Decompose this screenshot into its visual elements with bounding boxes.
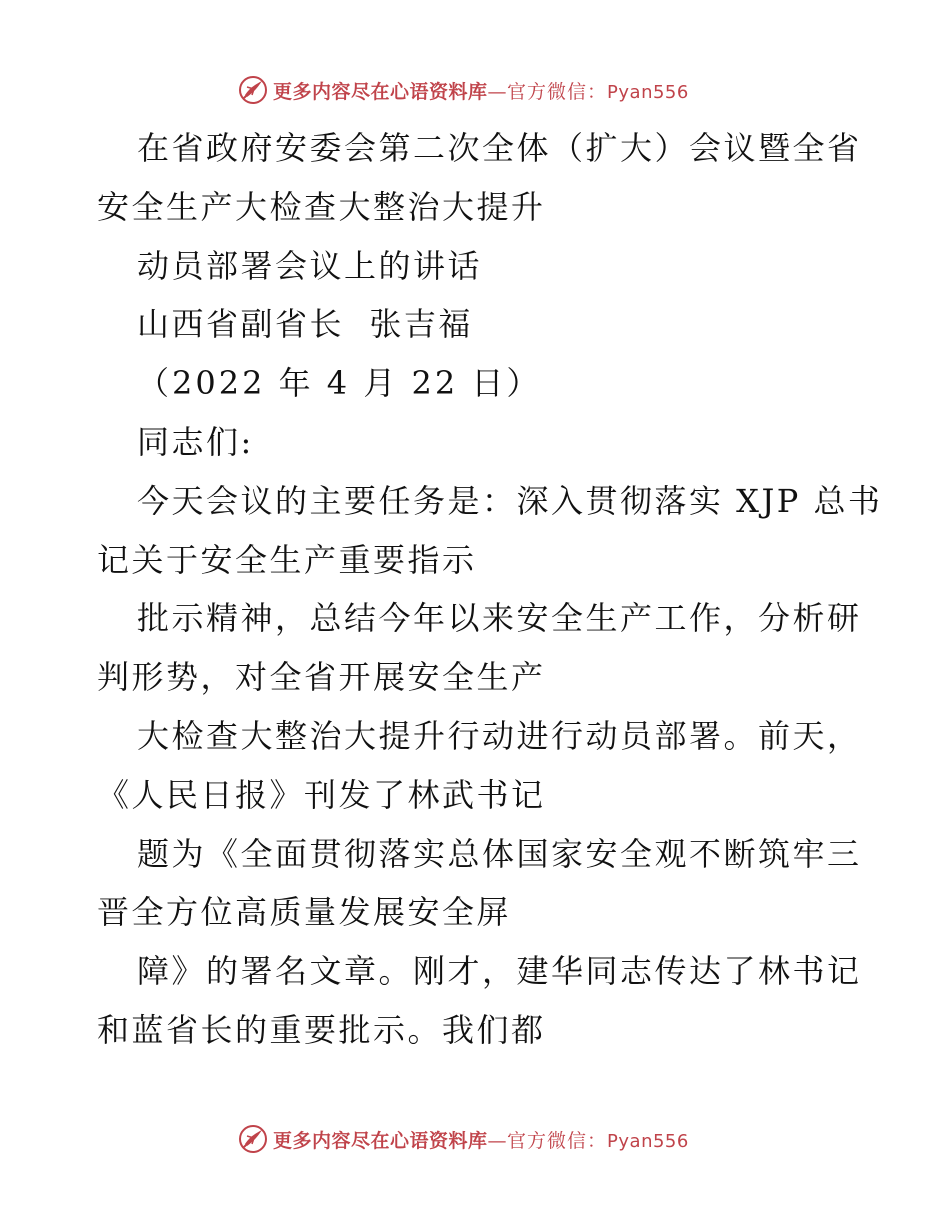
- watermark-wechat-label: 官方微信：: [507, 1129, 608, 1152]
- watermark-account: Pyan556: [607, 81, 689, 103]
- watermark-dash: —: [487, 1129, 508, 1152]
- document-body: [97, 119, 883, 1060]
- paragraph-line: 题为《全面贯彻落实总体国家安全观不断筑牢三: [137, 834, 862, 873]
- watermark-footer: [238, 1124, 689, 1154]
- paragraph-line: 障》的署名文章。刚才，建华同志传达了林书记: [137, 952, 862, 991]
- quill-book-icon: [238, 75, 268, 105]
- watermark-header: [238, 75, 689, 105]
- paragraph-line: 大检查大整治大提升行动进行动员部署。前天，: [137, 716, 862, 755]
- speech-title-line-2: 安全生产大检查大整治大提升: [97, 187, 546, 226]
- salutation: 同志们:: [137, 422, 254, 461]
- paragraph-line: 今天会议的主要任务是：深入贯彻落实 XJP 总书: [137, 481, 883, 520]
- paragraph-line: 晋全方位高质量发展安全屏: [97, 893, 512, 932]
- speech-title-line-3: 动员部署会议上的讲话: [137, 246, 483, 285]
- paragraph-line: 判形势，对全省开展安全生产: [97, 658, 546, 697]
- date-line: （2022 年 4 月 22 日）: [137, 364, 542, 403]
- watermark-brand: 更多内容尽在心语资料库: [273, 80, 488, 103]
- watermark-brand: 更多内容尽在心语资料库: [273, 1129, 488, 1152]
- paragraph-line: 批示精神，总结今年以来安全生产工作，分析研: [137, 599, 862, 638]
- quill-book-icon: [238, 1124, 268, 1154]
- speaker-line: 山西省副省长 张吉福: [137, 305, 473, 344]
- speech-title-line-1: 在省政府安委会第二次全体（扩大）会议暨全省: [137, 129, 862, 167]
- watermark-wechat-label: 官方微信：: [507, 80, 608, 103]
- watermark-account: Pyan556: [607, 1130, 689, 1152]
- paragraph-line: 《人民日报》刊发了林武书记: [97, 775, 546, 814]
- paragraph-line: 记关于安全生产重要指示: [97, 540, 477, 579]
- watermark-text: [273, 77, 689, 104]
- watermark-dash: —: [487, 80, 508, 103]
- paragraph-line: 和蓝省长的重要批示。我们都: [97, 1010, 546, 1049]
- watermark-text: [273, 1126, 689, 1153]
